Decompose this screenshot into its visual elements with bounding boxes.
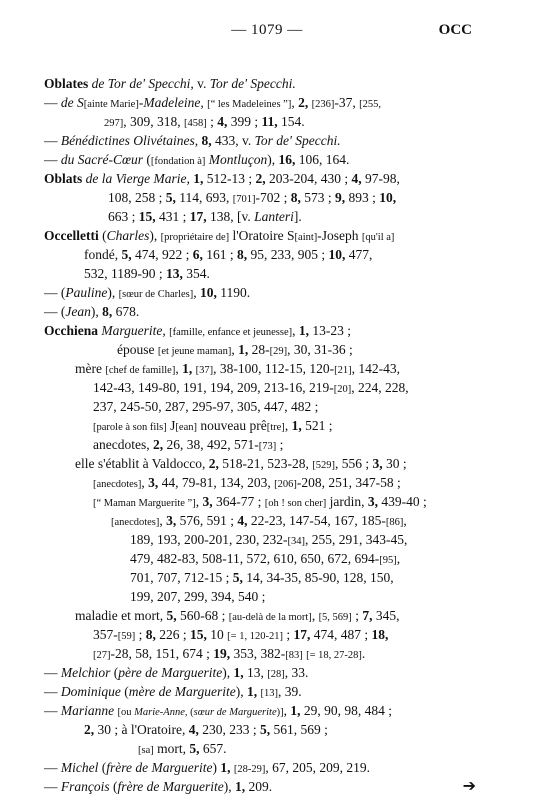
index-text: Dominique bbox=[60, 684, 121, 699]
index-line bbox=[44, 359, 484, 378]
index-text: 199, 207, 299, 394, 540 ; bbox=[130, 589, 266, 604]
index-text: 3, bbox=[367, 494, 378, 509]
index-text: de Tor de' Specchi, bbox=[88, 76, 194, 91]
index-line bbox=[44, 169, 484, 188]
index-text: Marguerite, bbox=[98, 323, 166, 338]
index-text: 3, bbox=[372, 456, 383, 471]
index-text: 657. bbox=[199, 741, 227, 756]
index-text: maladie et mort, bbox=[75, 608, 167, 623]
index-text: frère de Marguerite bbox=[106, 760, 213, 775]
index-text: 1, bbox=[193, 171, 204, 186]
index-text: Michel bbox=[60, 760, 99, 775]
index-text: 22-23, 147-54, 167, 185- bbox=[247, 513, 386, 528]
index-text: ; bbox=[282, 627, 294, 642]
index-text: Occhiena bbox=[44, 323, 98, 338]
index-text: [et jeune maman] bbox=[157, 346, 232, 357]
index-text: — bbox=[44, 152, 61, 167]
index-text: 97-98, bbox=[361, 171, 400, 186]
index-line bbox=[44, 321, 484, 340]
index-text: 4, bbox=[217, 114, 228, 129]
index-text: 663 ; bbox=[108, 209, 139, 224]
index-text: mort, bbox=[153, 741, 190, 756]
index-text: fondé, bbox=[84, 247, 122, 262]
index-text: 11, bbox=[261, 114, 278, 129]
index-text: 28- bbox=[248, 342, 270, 357]
index-text: [= 1, 120-21] bbox=[227, 631, 283, 642]
index-text: 354. bbox=[182, 266, 210, 281]
index-text: ; bbox=[276, 437, 284, 452]
index-line bbox=[44, 340, 484, 359]
index-text: 17, bbox=[189, 209, 207, 224]
index-line bbox=[44, 378, 484, 397]
index-text: [59] bbox=[117, 631, 136, 642]
index-line bbox=[44, 416, 484, 435]
index-line bbox=[44, 245, 484, 264]
index-text: [oh ! son cher] bbox=[264, 498, 327, 509]
index-text: , bbox=[291, 95, 299, 110]
index-text: 142-43, 149-80, 191, 194, 209, 213-16, 219- bbox=[93, 380, 334, 395]
index-text: -Joseph bbox=[317, 228, 362, 243]
index-text: [au-delà de la mort] bbox=[228, 612, 312, 623]
index-text: , 33. bbox=[284, 665, 309, 680]
index-line bbox=[44, 112, 484, 131]
index-text: Charles bbox=[106, 228, 150, 243]
index-text: 297] bbox=[104, 118, 124, 129]
index-text: 678. bbox=[112, 304, 140, 319]
index-text: du Sacré-Cœur bbox=[60, 152, 143, 167]
index-line bbox=[44, 644, 484, 663]
index-text: [ainte Marie] bbox=[83, 99, 139, 110]
index-text: ), bbox=[222, 665, 234, 680]
index-line bbox=[44, 777, 484, 796]
index-text: — bbox=[44, 684, 61, 699]
index-text: [propriétaire de] bbox=[160, 232, 230, 243]
index-text: [“ Maman Marguerite ”] bbox=[93, 498, 196, 509]
index-text: 561, 569 ; bbox=[270, 722, 328, 737]
index-text: Bénédictines Olivétaines, bbox=[60, 133, 199, 148]
index-text: 3, bbox=[202, 494, 213, 509]
index-line bbox=[44, 283, 484, 302]
index-text: 17, bbox=[293, 627, 311, 642]
index-text: 5, bbox=[121, 247, 132, 262]
index-line bbox=[44, 302, 484, 321]
index-text: 4, bbox=[188, 722, 199, 737]
index-line bbox=[44, 530, 484, 549]
index-text: anecdotes, bbox=[93, 437, 153, 452]
index-line bbox=[44, 568, 484, 587]
index-text: 431 ; bbox=[155, 209, 190, 224]
index-text: 16, bbox=[278, 152, 296, 167]
index-text: 357- bbox=[93, 627, 118, 642]
index-text: — bbox=[44, 760, 61, 775]
index-text: [anecdotes] bbox=[111, 517, 160, 528]
index-text: Oblates bbox=[44, 76, 89, 91]
index-text: [28] bbox=[267, 669, 285, 680]
index-text: nouveau prê bbox=[197, 418, 267, 433]
index-text: 1190. bbox=[216, 285, 251, 300]
index-text: [27] bbox=[93, 650, 111, 661]
index-line bbox=[44, 207, 484, 226]
index-text: de la Vierge Marie, bbox=[82, 171, 190, 186]
index-text: 1, bbox=[233, 665, 244, 680]
index-text: 1, bbox=[238, 342, 249, 357]
index-text: , 67, 205, 209, 219. bbox=[265, 760, 370, 775]
index-text: 30 ; à l'Oratoire, bbox=[94, 722, 189, 737]
index-text: 1, bbox=[290, 703, 301, 718]
index-text: 13, bbox=[166, 266, 183, 281]
index-text: -Madeleine, bbox=[138, 95, 204, 110]
index-text: 1, bbox=[246, 684, 258, 699]
index-text: ( bbox=[120, 684, 129, 699]
index-text: J bbox=[166, 418, 176, 433]
index-text: 8, bbox=[237, 247, 248, 262]
index-text: 1, bbox=[182, 361, 193, 376]
index-text: , bbox=[141, 475, 149, 490]
index-text: 230, 233 ; bbox=[198, 722, 261, 737]
index-text: )] bbox=[276, 707, 284, 718]
index-text: 3, bbox=[148, 475, 159, 490]
index-line bbox=[44, 226, 484, 245]
index-text: 30 ; bbox=[382, 456, 407, 471]
index-text: 19, bbox=[213, 646, 231, 661]
index-text: , 39. bbox=[277, 684, 302, 699]
index-text: [sa] bbox=[138, 745, 154, 756]
index-text: , bbox=[284, 418, 292, 433]
index-line bbox=[44, 720, 484, 739]
index-text: [701] bbox=[232, 194, 256, 205]
index-text: ; bbox=[351, 608, 363, 623]
index-text: -702 ; bbox=[255, 190, 291, 205]
index-line bbox=[44, 473, 484, 492]
index-text: sœur de Marguerite bbox=[193, 707, 277, 718]
index-text: ( bbox=[143, 152, 151, 167]
index-text: , 142-43, bbox=[351, 361, 400, 376]
index-text: Jean bbox=[65, 304, 91, 319]
index-text: jardin, bbox=[326, 494, 368, 509]
index-text: — bbox=[44, 95, 61, 110]
index-text: ( bbox=[187, 707, 194, 718]
index-text: Marie-Anne, bbox=[134, 707, 188, 718]
index-line bbox=[44, 74, 484, 93]
index-text: 18, bbox=[371, 627, 389, 642]
index-text: [tre] bbox=[266, 422, 285, 433]
index-line bbox=[44, 435, 484, 454]
index-text: ), bbox=[107, 285, 119, 300]
index-text: [29] bbox=[269, 346, 288, 357]
index-text: frère de Marguerite bbox=[117, 779, 224, 794]
index-text: 576, 591 ; bbox=[176, 513, 238, 528]
index-line bbox=[44, 397, 484, 416]
index-text: 4, bbox=[351, 171, 362, 186]
index-text: Tor de' Specchi. bbox=[209, 76, 296, 91]
index-text: 13-23 ; bbox=[309, 323, 352, 338]
index-text: 521 ; bbox=[301, 418, 333, 433]
index-text: [ean] bbox=[175, 422, 197, 433]
index-text: — bbox=[44, 779, 61, 794]
index-text: 5, bbox=[166, 608, 177, 623]
index-text: Lanteri bbox=[254, 209, 294, 224]
index-text: 5, bbox=[232, 570, 243, 585]
index-text: [ou bbox=[117, 707, 135, 718]
index-text: 1, bbox=[291, 418, 302, 433]
index-text: [qu'il a] bbox=[361, 232, 395, 243]
index-text: 7, bbox=[362, 608, 373, 623]
index-text: 532, 1189-90 ; bbox=[84, 266, 166, 281]
index-text: [“ les Madeleines ”] bbox=[207, 99, 292, 110]
index-text: 106, 164. bbox=[295, 152, 350, 167]
index-text: -37, bbox=[334, 95, 360, 110]
index-text: 226 ; bbox=[155, 627, 191, 642]
index-text: [458] bbox=[184, 118, 207, 129]
index-text: Occelletti bbox=[44, 228, 99, 243]
index-text: . bbox=[361, 646, 366, 661]
index-text: [255, bbox=[359, 99, 381, 110]
index-text: 2, bbox=[255, 171, 266, 186]
index-text: 9, bbox=[335, 190, 346, 205]
index-text: 95, 233, 905 ; bbox=[247, 247, 329, 262]
index-line bbox=[44, 663, 484, 682]
index-text: , 38-100, 112-15, 120- bbox=[213, 361, 335, 376]
index-text: 2, bbox=[208, 456, 219, 471]
index-text: 353, 382- bbox=[230, 646, 286, 661]
index-text: mère bbox=[75, 361, 106, 376]
index-text: 10 bbox=[206, 627, 228, 642]
index-text: 15, bbox=[138, 209, 156, 224]
index-text: Oblats bbox=[44, 171, 83, 186]
index-line bbox=[44, 188, 484, 207]
index-text: 6, bbox=[192, 247, 203, 262]
index-text: 399 ; bbox=[227, 114, 262, 129]
index-text: 4, bbox=[237, 513, 248, 528]
index-text: — bbox=[44, 703, 61, 718]
index-text: [529] bbox=[312, 460, 336, 471]
index-text: , bbox=[403, 513, 407, 528]
index-text: 29, 90, 98, 484 ; bbox=[300, 703, 393, 718]
index-text: 5, bbox=[260, 722, 271, 737]
index-text: , 309, 318, bbox=[123, 114, 184, 129]
index-text: Melchior bbox=[60, 665, 111, 680]
index-line bbox=[44, 606, 484, 625]
index-text: -28, 58, 151, 674 ; bbox=[110, 646, 214, 661]
index-text: 26, 38, 492, 571- bbox=[163, 437, 259, 452]
index-text: -208, 251, 347-58 ; bbox=[296, 475, 401, 490]
index-text: , bbox=[159, 513, 167, 528]
index-text: — bbox=[44, 665, 61, 680]
index-text: 154. bbox=[277, 114, 305, 129]
index-text: , bbox=[311, 608, 319, 623]
index-text: mère de Marguerite bbox=[128, 684, 236, 699]
index-text: 893 ; bbox=[345, 190, 380, 205]
index-text: v. bbox=[193, 76, 210, 91]
index-text: , bbox=[396, 551, 401, 566]
index-line bbox=[44, 701, 484, 720]
index-text: , 30, 31-36 ; bbox=[287, 342, 353, 357]
index-line bbox=[44, 131, 484, 150]
index-text: 237, 245-50, 287, 295-97, 305, 447, 482 ; bbox=[93, 399, 319, 414]
running-head: OCC bbox=[438, 22, 472, 38]
index-text: , bbox=[195, 494, 203, 509]
index-text: ), bbox=[235, 684, 247, 699]
index-text: [21] bbox=[334, 365, 352, 376]
continue-arrow-icon: ➔ bbox=[462, 778, 476, 795]
index-text: de S bbox=[60, 95, 84, 110]
index-text: ; bbox=[135, 627, 146, 642]
index-text: 10, bbox=[200, 285, 217, 300]
index-text: 1, bbox=[234, 779, 246, 794]
index-text: 1, bbox=[220, 760, 231, 775]
index-text: 108, 258 ; bbox=[108, 190, 166, 205]
index-text: 8, bbox=[102, 304, 113, 319]
index-text: , bbox=[292, 323, 299, 338]
index-text: 439-40 ; bbox=[378, 494, 427, 509]
index-text: [206] bbox=[274, 479, 297, 490]
index-text: ]. bbox=[293, 209, 302, 224]
index-text: 479, 482-83, 508-11, 572, 610, 650, 672, 694- bbox=[130, 551, 380, 566]
index-text: [34] bbox=[287, 536, 305, 547]
index-text: 8, bbox=[290, 190, 301, 205]
index-text: 1, bbox=[298, 323, 310, 338]
index-line bbox=[44, 625, 484, 644]
page-header bbox=[0, 22, 534, 44]
index-text: Pauline bbox=[65, 285, 108, 300]
index-text: 5, bbox=[165, 190, 176, 205]
index-text: 203-204, 430 ; bbox=[265, 171, 352, 186]
index-line bbox=[44, 454, 484, 473]
index-text: père de Marguerite bbox=[118, 665, 223, 680]
index-text: 2, bbox=[298, 95, 309, 110]
index-text: [famille, enfance et jeunesse] bbox=[169, 327, 293, 338]
index-text: ( bbox=[109, 779, 118, 794]
index-text: [= 18, 27-28] bbox=[306, 650, 362, 661]
index-text: [sœur de Charles] bbox=[118, 289, 194, 300]
index-text: 573 ; bbox=[300, 190, 336, 205]
index-text: , bbox=[175, 361, 183, 376]
index-text: — ( bbox=[44, 304, 66, 319]
index-text: [83] bbox=[285, 650, 303, 661]
index-text: 433, v. bbox=[211, 133, 255, 148]
index-text: 477, bbox=[345, 247, 373, 262]
index-line bbox=[44, 758, 484, 777]
page-number: — 1079 — bbox=[231, 22, 303, 38]
index-text: 189, 193, 200-201, 230, 232- bbox=[130, 532, 288, 547]
index-text: [73] bbox=[258, 441, 277, 452]
index-text: ), bbox=[90, 304, 103, 319]
index-text: ; bbox=[206, 114, 218, 129]
index-text: , 556 ; bbox=[335, 456, 373, 471]
index-text: , bbox=[231, 342, 239, 357]
index-line bbox=[44, 492, 484, 511]
index-text: [chef de famille] bbox=[105, 365, 176, 376]
index-text: , 255, 291, 343-45, bbox=[305, 532, 408, 547]
index-text: ), bbox=[149, 228, 161, 243]
index-text: l'Oratoire S bbox=[229, 228, 295, 243]
index-text: [aint] bbox=[294, 232, 318, 243]
index-text: 8, bbox=[201, 133, 212, 148]
index-text: 114, 693, bbox=[175, 190, 233, 205]
index-text: 13, bbox=[243, 665, 268, 680]
index-line bbox=[44, 549, 484, 568]
index-text: [20] bbox=[333, 384, 352, 395]
index-text: , bbox=[193, 285, 201, 300]
index-text: 364-77 ; bbox=[212, 494, 265, 509]
index-line bbox=[44, 150, 484, 169]
index-text: 2, bbox=[152, 437, 164, 452]
index-text: ( bbox=[98, 228, 107, 243]
index-text: 345, bbox=[372, 608, 400, 623]
index-entries bbox=[44, 74, 484, 796]
index-text: épouse bbox=[117, 342, 158, 357]
index-line bbox=[44, 93, 484, 112]
index-text: — ( bbox=[44, 285, 66, 300]
index-text: 512-13 ; bbox=[203, 171, 256, 186]
index-text: [37] bbox=[195, 365, 214, 376]
index-text: [28-29] bbox=[233, 764, 266, 775]
index-text: ), bbox=[223, 779, 235, 794]
index-text: François bbox=[60, 779, 110, 794]
index-text: 701, 707, 712-15 ; bbox=[130, 570, 233, 585]
index-text: 138, [v. bbox=[206, 209, 255, 224]
index-text: ( bbox=[98, 760, 107, 775]
index-text: Marianne bbox=[60, 703, 115, 718]
index-text: Montluçon bbox=[208, 152, 268, 167]
index-text: 474, 922 ; bbox=[131, 247, 193, 262]
index-text: 209. bbox=[245, 779, 273, 794]
index-text: 8, bbox=[145, 627, 156, 642]
index-text: 10, bbox=[379, 190, 397, 205]
index-text: 15, bbox=[190, 627, 207, 642]
index-text: [anecdotes] bbox=[93, 479, 142, 490]
index-text: [95] bbox=[379, 555, 397, 566]
index-text: , 224, 228, bbox=[351, 380, 409, 395]
index-line bbox=[44, 739, 484, 758]
index-text: [13] bbox=[260, 688, 278, 699]
index-line bbox=[44, 511, 484, 530]
index-text: [86] bbox=[385, 517, 404, 528]
index-text: 161 ; bbox=[202, 247, 238, 262]
index-text: 560-68 ; bbox=[176, 608, 229, 623]
index-text: ) bbox=[212, 760, 221, 775]
index-line bbox=[44, 682, 484, 701]
index-text: 2, bbox=[84, 722, 95, 737]
index-text: 474, 487 ; bbox=[310, 627, 372, 642]
index-text: , bbox=[283, 703, 291, 718]
index-text: [5, 569] bbox=[318, 612, 352, 623]
index-text: 44, 79-81, 134, 203, bbox=[158, 475, 275, 490]
index-text: ), bbox=[267, 152, 279, 167]
index-line bbox=[44, 264, 484, 283]
index-text: elle s'établit à Valdocco, bbox=[75, 456, 209, 471]
index-text: — bbox=[44, 133, 61, 148]
index-line bbox=[44, 587, 484, 606]
index-text: 10, bbox=[328, 247, 346, 262]
index-text: 5, bbox=[189, 741, 200, 756]
index-text: ( bbox=[110, 665, 119, 680]
index-text: Tor de' Specchi. bbox=[254, 133, 341, 148]
index-text: 14, 34-35, 85-90, 128, 150, bbox=[242, 570, 394, 585]
index-text: [236] bbox=[311, 99, 335, 110]
index-text: [fondation à] bbox=[150, 156, 206, 167]
index-text: 518-21, 523-28, bbox=[218, 456, 313, 471]
index-text: 3, bbox=[166, 513, 177, 528]
index-text: [parole à son fils] bbox=[93, 422, 167, 433]
